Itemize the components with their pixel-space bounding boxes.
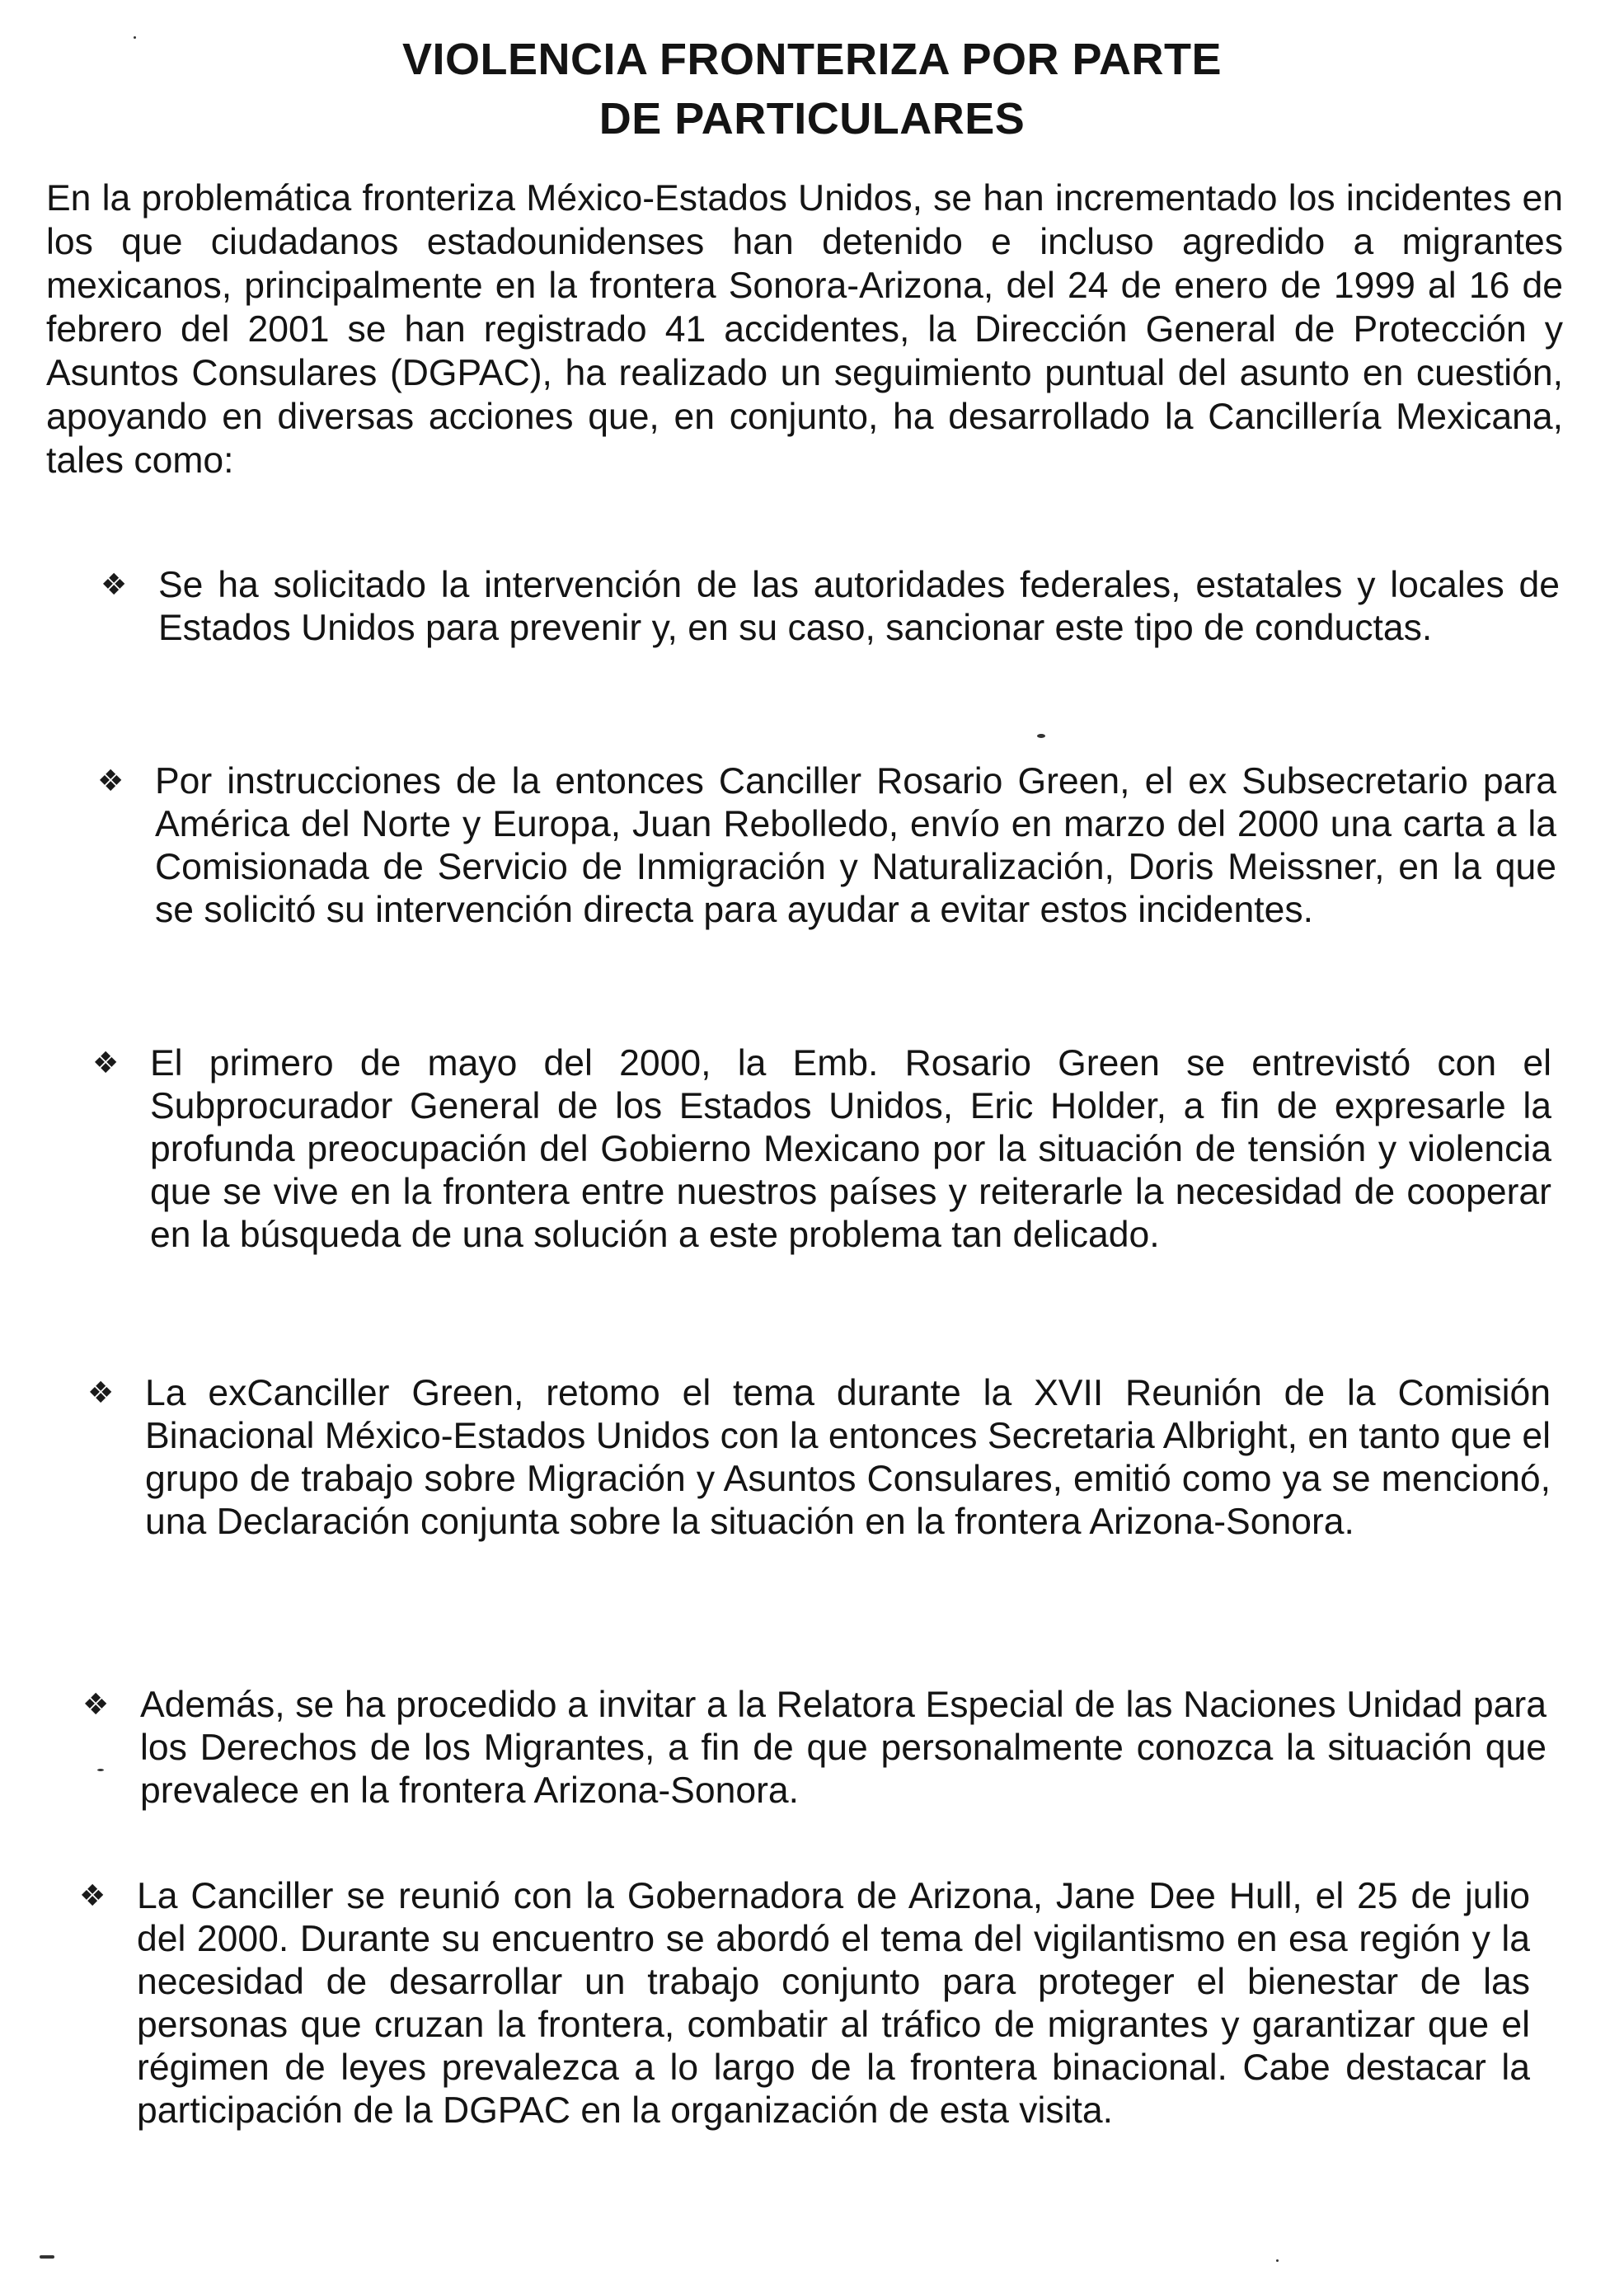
list-item-text: Se ha solicitado la intervención de las autoridades federales, estatales y locales de Estados Unidos para prevenir y, en su caso, sancionar este tipo de conductas. (158, 565, 1560, 648)
scan-speck (40, 2255, 54, 2259)
diamond-bullet-icon: ❖ (92, 1046, 120, 1079)
list-item (92, 1042, 1551, 1257)
diamond-bullet-icon: ❖ (101, 567, 128, 601)
list-item (79, 1875, 1530, 2132)
page-title (0, 30, 1624, 148)
scan-speck (134, 36, 136, 39)
list-item-text: Por instrucciones de la entonces Canciller Rosario Green, el ex Subsecretario para América del Norte y Europa, Juan Rebolledo, envío en marzo del 2000 una carta a la Comisionada de Servicio de Inmigración y Naturalización, Doris Meissner, en la que se solicitó su intervención directa para ayudar a evitar estos incidentes. (155, 761, 1556, 930)
list-item-text: El primero de mayo del 2000, la Emb. Rosario Green se entrevistó con el Subprocurador General de los Estados Unidos, Eric Holder, a fin de expresarle la profunda preocupación del Gobierno Mexicano por la situación de tensión y violencia que se vive en la frontera entre nuestros países y reiterarle la necesidad de cooperar en la búsqueda de una solución a este problema tan delicado. (150, 1043, 1551, 1255)
title-line-1: VIOLENCIA FRONTERIZA POR PARTE (401, 35, 1222, 84)
scan-speck (1037, 734, 1045, 738)
list-item-text: Además, se ha procedido a invitar a la Relatora Especial de las Naciones Unidad para los Derechos de los Migrantes, a fin de que personalmente conozca la situación que prevalece en la frontera Arizona-Sonora. (140, 1685, 1547, 1811)
diamond-bullet-icon: ❖ (79, 1878, 106, 1912)
diamond-bullet-icon: ❖ (87, 1375, 115, 1409)
list-item (82, 1684, 1547, 1812)
title-line-2: DE PARTICULARES (598, 94, 1026, 143)
list-item (101, 564, 1560, 650)
list-item-text: La exCanciller Green, retomo el tema durante la XVII Reunión de la Comisión Binacional México-Estados Unidos con la entonces Secretaria Albright, en tanto que el grupo de trabajo sobre Migración y Asuntos Consulares, emitió como ya se mencionó, una Declaración conjunta sobre la situación en la frontera Arizona-Sonora. (145, 1373, 1551, 1542)
list-item (97, 760, 1556, 932)
scan-speck (1276, 2259, 1279, 2262)
scan-speck (97, 1769, 104, 1771)
diamond-bullet-icon: ❖ (97, 764, 124, 797)
list-item-text: La Canciller se reunió con la Gobernadora de Arizona, Jane Dee Hull, el 25 de julio del 2000. Durante su encuentro se abordó el tema del vigilantismo en esa región y la necesidad de desarrollar un trabajo conjunto para proteger el bienestar de las personas que cruzan la frontera, combatir al tráfico de migrantes y garantizar que el régimen de leyes prevalezca a lo largo de la frontera binacional. Cabe destacar la participación de la DGPAC en la organización de esta visita. (137, 1876, 1530, 2131)
intro-paragraph: En la problemática fronteriza México-Estados Unidos, se han incrementado los incidentes en los que ciudadanos estadounidenses han detenido e incluso agredido a migrantes mexicanos, principalmente en la frontera Sonora-Arizona, del 24 de enero de 1999 al 16 de febrero del 2001 se han registrado 41 accidentes, la Dirección General de Protección y Asuntos Consulares (DGPAC), ha realizado un seguimiento puntual del asunto en cuestión, apoyando en diversas acciones que, en conjunto, ha desarrollado la Cancillería Mexicana, tales como: (46, 178, 1563, 481)
diamond-bullet-icon: ❖ (82, 1687, 110, 1721)
list-item (87, 1372, 1551, 1544)
